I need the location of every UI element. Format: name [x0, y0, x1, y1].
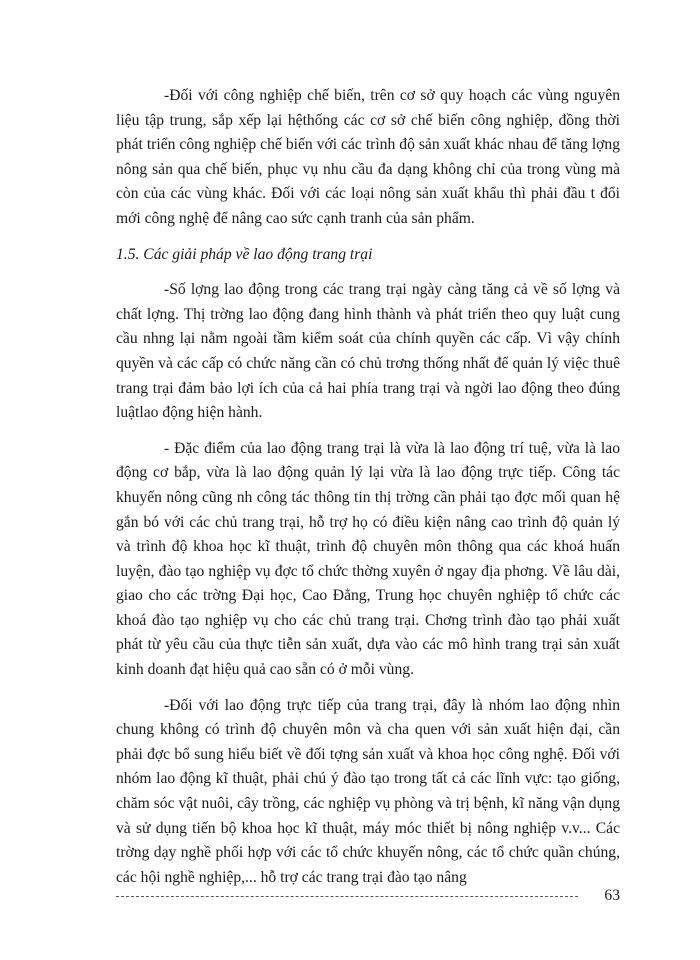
page-number: 63 — [604, 887, 620, 904]
footer-dashed-rule — [116, 896, 578, 897]
paragraph-labor-characteristics: - Đặc điểm của lao động trang trại là vừa là lao động trí tuệ, vừa là lao động cơ bắp, vừa là lao động quản lý lại vừa là lao động trực tiếp. Công tác khuyến nông cũng nh công tác thông tin thị trờng cần phải tạo đợc mối quan hệ gắn bó với các chủ trang trại, hỗ trợ họ có điều kiện nâng cao trình độ quản lý và trình độ khoa học kĩ thuật, trình độ chuyên môn thông qua các khoá huấn luyện, đào tạo nghiệp vụ đợc tổ chức thờng xuyên ở ngay địa phơng. Về lâu dài, giao cho các trờng Đại học, Cao Đẳng, Trung học chuyên nghiệp tổ chức các khoá đào tạo nghiệp vụ cho các chủ trang trại. Chơng trình đào tạo phải xuất phát từ yêu cầu của thực tiễn sản xuất, dựa vào các mô hình trang trại sản xuất kinh doanh đạt hiệu quả cao sẵn có ở mỗi vùng. — [116, 439, 620, 679]
page-footer — [116, 886, 620, 906]
paragraph-processing-industry: -Đối với công nghiệp chế biến, trên cơ sở quy hoạch các vùng nguyên liệu tập trung, sắp xếp lại hệthống các cơ sở chế biến công nghiệp, đồng thời phát triển công nghiệp chế biến với các trình độ sản xuất khác nhau để tăng lợng nông sản qua chế biến, phục vụ nhu cầu đa dạng không chỉ của trong vùng mà còn của các vùng khác. Đối với các loại nông sản xuất khẩu thì phải đầu t đổi mới công nghệ để nâng cao sức cạnh tranh của sản phẩm. — [116, 87, 620, 227]
paragraph-direct-labor: -Đối với lao động trực tiếp của trang trại, đây là nhóm lao động nhìn chung không có trình độ chuyên môn và cha quen với sản xuất hiện đại, cần phải đợc bổ sung hiểu biết về đối tợng sản xuất và khoa học công nghệ. Đối với nhóm lao động kĩ thuật, phải chú ý đào tạo trong tất cả các lĩnh vực: tạo giống, chăm sóc vật nuôi, cây trồng, các nghiệp vụ phòng và trị bệnh, kĩ năng vận dụng và sử dụng tiến bộ khoa học kĩ thuật, máy móc thiết bị nông nghiệp v.v... Các trờng dạy nghề phối hợp với các tổ chức khuyến nông, các tổ chức quần chúng, các hội nghề nghiệp,... hỗ trợ các trang trại đào tạo nâng — [116, 696, 620, 886]
section-heading: 1.5. Các giải pháp về lao động trang trại — [116, 245, 373, 263]
paragraph-labor-quantity: -Số lợng lao động trong các trang trại ngày càng tăng cả về số lợng và chất lợng. Thị trờng lao động đang hình thành và phát triển theo quy luật cung cầu nhng lại nằm ngoài tầm kiểm soát của chính quyền các cấp. Vì vậy chính quyền và các cấp có chức năng cần có chủ trơng thống nhất để quản lý việc thuê trang trại đảm bảo lợi ích của cả hai phía trang trại và ngời lao động theo đúng luậtlao động hiện hành. — [116, 281, 620, 422]
